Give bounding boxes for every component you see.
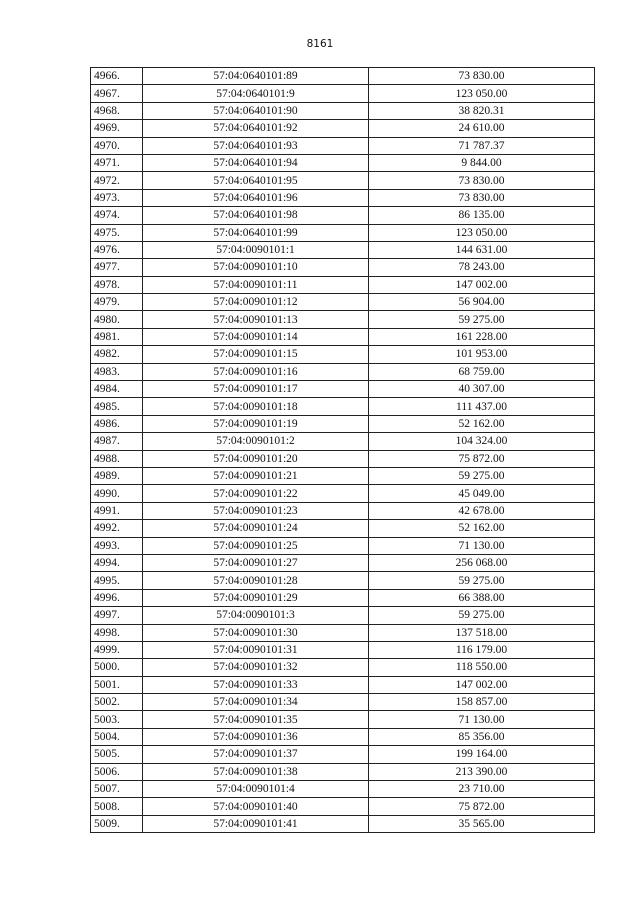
table-row — [91, 415, 595, 432]
cadastral-value-table — [90, 67, 595, 833]
cadastral-value-cell: 213 390.00 — [369, 763, 595, 780]
cadastral-number-cell: 57:04:0640101:95 — [143, 172, 369, 189]
cadastral-value-cell: 35 565.00 — [369, 815, 595, 832]
table-row — [91, 381, 595, 398]
cadastral-value-cell: 59 275.00 — [369, 572, 595, 589]
table-row — [91, 328, 595, 345]
cadastral-number-cell: 57:04:0090101:21 — [143, 467, 369, 484]
row-number-cell: 4990. — [91, 485, 143, 502]
cadastral-number-cell: 57:04:0090101:36 — [143, 728, 369, 745]
table-row — [91, 502, 595, 519]
table-row — [91, 520, 595, 537]
table-row — [91, 624, 595, 641]
row-number-cell: 4986. — [91, 415, 143, 432]
cadastral-value-cell: 45 049.00 — [369, 485, 595, 502]
table-row — [91, 154, 595, 171]
cadastral-value-cell: 68 759.00 — [369, 363, 595, 380]
cadastral-number-cell: 57:04:0090101:17 — [143, 381, 369, 398]
cadastral-number-cell: 57:04:0090101:18 — [143, 398, 369, 415]
row-number-cell: 4966. — [91, 68, 143, 85]
table-row — [91, 68, 595, 85]
table-row — [91, 676, 595, 693]
row-number-cell: 4983. — [91, 363, 143, 380]
cadastral-value-cell: 256 068.00 — [369, 554, 595, 571]
row-number-cell: 4967. — [91, 85, 143, 102]
table-row — [91, 207, 595, 224]
table-row — [91, 485, 595, 502]
cadastral-value-cell: 38 820.31 — [369, 102, 595, 119]
cadastral-number-cell: 57:04:0090101:19 — [143, 415, 369, 432]
cadastral-number-cell: 57:04:0090101:23 — [143, 502, 369, 519]
row-number-cell: 4980. — [91, 311, 143, 328]
row-number-cell: 4998. — [91, 624, 143, 641]
cadastral-number-cell: 57:04:0090101:11 — [143, 276, 369, 293]
table-row — [91, 572, 595, 589]
row-number-cell: 4997. — [91, 607, 143, 624]
cadastral-number-cell: 57:04:0090101:24 — [143, 520, 369, 537]
cadastral-number-cell: 57:04:0640101:90 — [143, 102, 369, 119]
cadastral-value-cell: 104 324.00 — [369, 433, 595, 450]
table-row — [91, 363, 595, 380]
cadastral-number-cell: 57:04:0090101:29 — [143, 589, 369, 606]
cadastral-number-cell: 57:04:0090101:38 — [143, 763, 369, 780]
row-number-cell: 4994. — [91, 554, 143, 571]
row-number-cell: 5007. — [91, 781, 143, 798]
row-number-cell: 4991. — [91, 502, 143, 519]
cadastral-number-cell: 57:04:0090101:27 — [143, 554, 369, 571]
cadastral-value-cell: 24 610.00 — [369, 120, 595, 137]
cadastral-value-cell: 123 050.00 — [369, 85, 595, 102]
row-number-cell: 4976. — [91, 241, 143, 258]
table-row — [91, 589, 595, 606]
row-number-cell: 4974. — [91, 207, 143, 224]
cadastral-number-cell: 57:04:0090101:25 — [143, 537, 369, 554]
row-number-cell: 5004. — [91, 728, 143, 745]
row-number-cell: 4995. — [91, 572, 143, 589]
cadastral-value-cell: 73 830.00 — [369, 68, 595, 85]
row-number-cell: 4979. — [91, 294, 143, 311]
cadastral-number-cell: 57:04:0090101:20 — [143, 450, 369, 467]
cadastral-value-cell: 59 275.00 — [369, 607, 595, 624]
cadastral-value-cell: 42 678.00 — [369, 502, 595, 519]
cadastral-value-cell: 86 135.00 — [369, 207, 595, 224]
table-row — [91, 798, 595, 815]
row-number-cell: 4978. — [91, 276, 143, 293]
table-row — [91, 276, 595, 293]
row-number-cell: 5009. — [91, 815, 143, 832]
table-row — [91, 346, 595, 363]
cadastral-value-cell: 23 710.00 — [369, 781, 595, 798]
cadastral-value-cell: 71 130.00 — [369, 537, 595, 554]
row-number-cell: 4996. — [91, 589, 143, 606]
row-number-cell: 4973. — [91, 189, 143, 206]
table-row — [91, 641, 595, 658]
table-row — [91, 172, 595, 189]
cadastral-value-cell: 75 872.00 — [369, 450, 595, 467]
cadastral-value-cell: 118 550.00 — [369, 659, 595, 676]
cadastral-value-cell: 123 050.00 — [369, 224, 595, 241]
cadastral-value-cell: 85 356.00 — [369, 728, 595, 745]
cadastral-number-cell: 57:04:0640101:99 — [143, 224, 369, 241]
table-row — [91, 781, 595, 798]
cadastral-number-cell: 57:04:0090101:13 — [143, 311, 369, 328]
cadastral-number-cell: 57:04:0640101:9 — [143, 85, 369, 102]
cadastral-value-cell: 101 953.00 — [369, 346, 595, 363]
cadastral-value-cell: 71 130.00 — [369, 711, 595, 728]
row-number-cell: 5006. — [91, 763, 143, 780]
table-row — [91, 815, 595, 832]
cadastral-number-cell: 57:04:0640101:98 — [143, 207, 369, 224]
cadastral-number-cell: 57:04:0090101:37 — [143, 746, 369, 763]
row-number-cell: 4969. — [91, 120, 143, 137]
cadastral-value-cell: 147 002.00 — [369, 676, 595, 693]
cadastral-value-cell: 199 164.00 — [369, 746, 595, 763]
row-number-cell: 4989. — [91, 467, 143, 484]
cadastral-value-cell: 66 388.00 — [369, 589, 595, 606]
table-row — [91, 137, 595, 154]
table-row — [91, 450, 595, 467]
cadastral-number-cell: 57:04:0090101:10 — [143, 259, 369, 276]
table-row — [91, 85, 595, 102]
row-number-cell: 4993. — [91, 537, 143, 554]
cadastral-number-cell: 57:04:0090101:40 — [143, 798, 369, 815]
cadastral-number-cell: 57:04:0090101:28 — [143, 572, 369, 589]
row-number-cell: 5002. — [91, 694, 143, 711]
table-row — [91, 694, 595, 711]
cadastral-value-cell: 78 243.00 — [369, 259, 595, 276]
table-row — [91, 746, 595, 763]
table-row — [91, 241, 595, 258]
cadastral-number-cell: 57:04:0090101:15 — [143, 346, 369, 363]
cadastral-value-cell: 52 162.00 — [369, 520, 595, 537]
cadastral-number-cell: 57:04:0090101:4 — [143, 781, 369, 798]
row-number-cell: 4975. — [91, 224, 143, 241]
cadastral-value-cell: 59 275.00 — [369, 467, 595, 484]
table-row — [91, 537, 595, 554]
table-row — [91, 763, 595, 780]
cadastral-number-cell: 57:04:0090101:22 — [143, 485, 369, 502]
table-row — [91, 259, 595, 276]
row-number-cell: 4981. — [91, 328, 143, 345]
page-number: 8161 — [306, 38, 334, 50]
cadastral-value-cell: 9 844.00 — [369, 154, 595, 171]
cadastral-number-cell: 57:04:0640101:92 — [143, 120, 369, 137]
cadastral-number-cell: 57:04:0640101:89 — [143, 68, 369, 85]
row-number-cell: 4982. — [91, 346, 143, 363]
row-number-cell: 5005. — [91, 746, 143, 763]
cadastral-value-cell: 73 830.00 — [369, 172, 595, 189]
row-number-cell: 4970. — [91, 137, 143, 154]
cadastral-number-cell: 57:04:0090101:3 — [143, 607, 369, 624]
table-row — [91, 311, 595, 328]
cadastral-value-cell: 71 787.37 — [369, 137, 595, 154]
row-number-cell: 4984. — [91, 381, 143, 398]
cadastral-number-cell: 57:04:0090101:34 — [143, 694, 369, 711]
row-number-cell: 5008. — [91, 798, 143, 815]
table-row — [91, 398, 595, 415]
row-number-cell: 5001. — [91, 676, 143, 693]
table-row — [91, 711, 595, 728]
row-number-cell: 4972. — [91, 172, 143, 189]
cadastral-number-cell: 57:04:0090101:35 — [143, 711, 369, 728]
cadastral-number-cell: 57:04:0090101:33 — [143, 676, 369, 693]
cadastral-number-cell: 57:04:0090101:1 — [143, 241, 369, 258]
table-row — [91, 294, 595, 311]
table-row — [91, 607, 595, 624]
table-row — [91, 467, 595, 484]
cadastral-number-cell: 57:04:0090101:14 — [143, 328, 369, 345]
cadastral-value-cell: 116 179.00 — [369, 641, 595, 658]
cadastral-value-cell: 52 162.00 — [369, 415, 595, 432]
table-row — [91, 189, 595, 206]
row-number-cell: 4987. — [91, 433, 143, 450]
cadastral-value-cell: 56 904.00 — [369, 294, 595, 311]
cadastral-value-cell: 59 275.00 — [369, 311, 595, 328]
cadastral-value-cell: 111 437.00 — [369, 398, 595, 415]
cadastral-value-cell: 40 307.00 — [369, 381, 595, 398]
row-number-cell: 4971. — [91, 154, 143, 171]
row-number-cell: 4985. — [91, 398, 143, 415]
row-number-cell: 5003. — [91, 711, 143, 728]
table-row — [91, 224, 595, 241]
cadastral-number-cell: 57:04:0090101:30 — [143, 624, 369, 641]
table-row — [91, 554, 595, 571]
table-body — [91, 68, 595, 833]
cadastral-number-cell: 57:04:0640101:96 — [143, 189, 369, 206]
cadastral-number-cell: 57:04:0640101:94 — [143, 154, 369, 171]
row-number-cell: 4988. — [91, 450, 143, 467]
cadastral-value-cell: 137 518.00 — [369, 624, 595, 641]
cadastral-number-cell: 57:04:0090101:16 — [143, 363, 369, 380]
table-row — [91, 102, 595, 119]
row-number-cell: 4977. — [91, 259, 143, 276]
cadastral-number-cell: 57:04:0090101:2 — [143, 433, 369, 450]
cadastral-value-cell: 147 002.00 — [369, 276, 595, 293]
table-row — [91, 120, 595, 137]
cadastral-value-cell: 144 631.00 — [369, 241, 595, 258]
table-row — [91, 728, 595, 745]
cadastral-value-cell: 73 830.00 — [369, 189, 595, 206]
cadastral-number-cell: 57:04:0090101:12 — [143, 294, 369, 311]
cadastral-value-cell: 75 872.00 — [369, 798, 595, 815]
row-number-cell: 5000. — [91, 659, 143, 676]
cadastral-number-cell: 57:04:0090101:31 — [143, 641, 369, 658]
cadastral-value-cell: 158 857.00 — [369, 694, 595, 711]
row-number-cell: 4992. — [91, 520, 143, 537]
cadastral-number-cell: 57:04:0090101:41 — [143, 815, 369, 832]
table-row — [91, 659, 595, 676]
cadastral-number-cell: 57:04:0640101:93 — [143, 137, 369, 154]
table-row — [91, 433, 595, 450]
cadastral-value-cell: 161 228.00 — [369, 328, 595, 345]
row-number-cell: 4968. — [91, 102, 143, 119]
row-number-cell: 4999. — [91, 641, 143, 658]
cadastral-number-cell: 57:04:0090101:32 — [143, 659, 369, 676]
